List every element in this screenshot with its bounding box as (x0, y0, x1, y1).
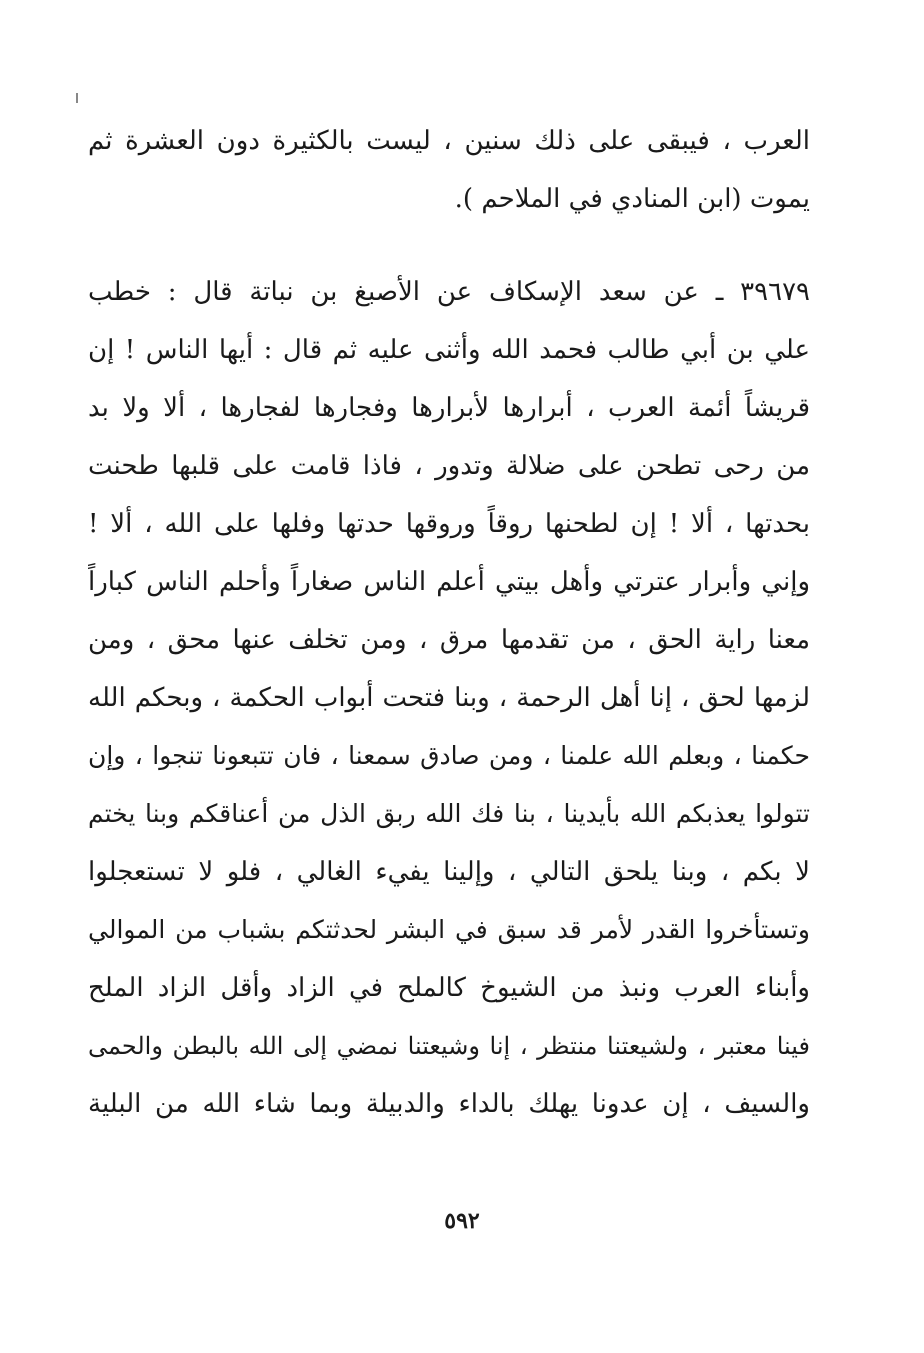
text-line: حكمنا ، وبعلم الله علمنا ، ومن صادق سمعنا ، فان تتبعونا تنجوا ، وإن (88, 741, 810, 770)
text-line: ٣٩٦٧٩ ـ عن سعد الإسكاف عن الأصبغ بن نباتة قال : خطب (88, 277, 810, 307)
scan-speck (76, 93, 78, 103)
text-line: العرب ، فيبقى على ذلك سنين ، ليست بالكثيرة دون العشرة ثم (88, 126, 810, 156)
text-line: قريشاً أئمة العرب ، أبرارها لأبرارها وفجارها لفجارها ، ألا ولا بد (88, 393, 810, 423)
text-line: بحدتها ، ألا ! إن لطحنها روقاً وروقها حدتها وفلها على الله ، ألا ! (88, 509, 810, 539)
text-line: وإني وأبرار عترتي وأهل بيتي أعلم الناس صغاراً وأحلم الناس كباراً (88, 567, 810, 597)
text-line: والسيف ، إن عدونا يهلك بالداء والدبيلة وبما شاء الله من البلية (88, 1089, 810, 1119)
text-line: علي بن أبي طالب فحمد الله وأثنى عليه ثم قال : أيها الناس ! إن (88, 335, 810, 365)
text-line: وتستأخروا القدر لأمر قد سبق في البشر لحدثتكم بشباب من الموالي (88, 915, 810, 944)
page-number: ٥٩٢ (444, 1208, 480, 1234)
text-line: لزمها لحق ، إنا أهل الرحمة ، وبنا فتحت أبواب الحكمة ، وبحكم الله (88, 683, 810, 713)
text-line: فينا معتبر ، ولشيعتنا منتظر ، إنا وشيعتنا نمضي إلى الله بالبطن والحمى (88, 1032, 810, 1060)
text-line: تتولوا يعذبكم الله بأيدينا ، بنا فك الله ربق الذل من أعناقكم وبنا يختم (88, 799, 810, 828)
text-line: وأبناء العرب ونبذ من الشيوخ كالملح في الزاد وأقل الزاد الملح (88, 973, 810, 1003)
text-line: معنا راية الحق ، من تقدمها مرق ، ومن تخلف عنها محق ، ومن (88, 625, 810, 655)
paragraph-continuation (88, 112, 810, 228)
hadith-paragraph (88, 263, 810, 1133)
text-line: يموت (ابن المنادي في الملاحم ). (454, 184, 810, 214)
text-line: من رحى تطحن على ضلالة وتدور ، فاذا قامت على قلبها طحنت (88, 451, 810, 481)
text-line: لا بكم ، وبنا يلحق التالي ، وإلينا يفيء الغالي ، فلو لا تستعجلوا (88, 857, 810, 887)
